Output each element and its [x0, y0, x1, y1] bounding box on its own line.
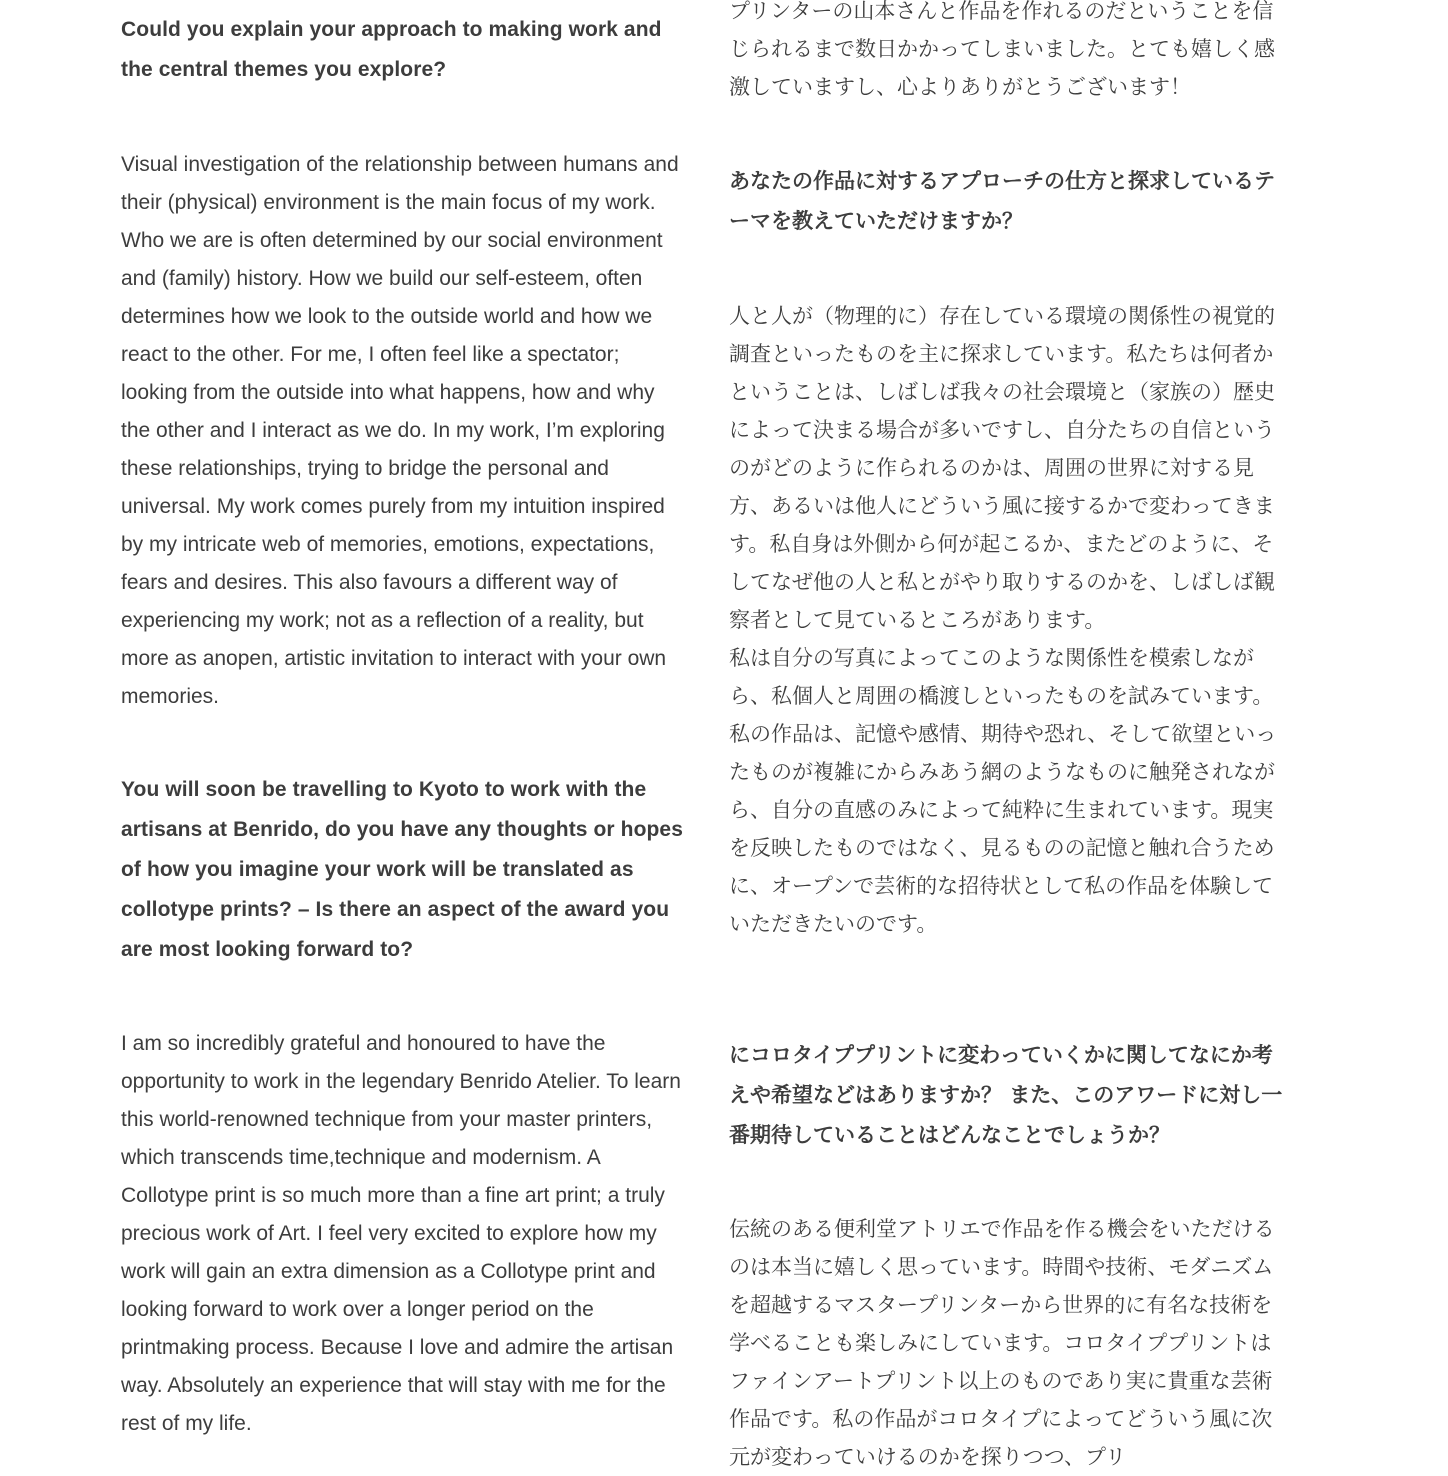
question-1-en: Could you explain your approach to making work and the central themes you explore? [121, 18, 662, 81]
question-2-en: You will soon be travelling to Kyoto to work with the artisans at Benrido, do you have any thoughts or hopes of how you imagine your work will be translated as collotype prints? – Is there an aspect of the award you are most looking forward to? [121, 778, 683, 961]
answer-2-ja: 伝統のある便利堂アトリエで作品を作る機会をいただけるのは本当に嬉しく思っています。時間や技術、モダニズムを超越するマスタープリンターから世界的に有名な技術を学べることも楽しみにしています。コロタイププリントはファインアートプリント以上のものであり実に貴重な芸術作品です。私の作品がコロタイプによってどういう風に次元が変わっていけるのかを探りつつ、プリ [729, 1217, 1275, 1469]
answer-1-en: Visual investigation of the relationship between humans and their (physical) environment is the main focus of my work. Who we are is often determined by our social environment and (family) history. How we build our self-esteem, often determines how we look to the outside world and how we react to the other. For me, I often feel like a spectator; looking from the outside into what happens, how and why the other and I interact as we do. In my work, I’m exploring these relationships, trying to bridge the personal and universal. My work comes purely from my intuition inspired by my intricate web of memories, emotions, expectations, fears and desires. This also favours a different way of experiencing my work; not as a reflection of a reality, but more as anopen, artistic invitation to interact with your own memories. [121, 153, 679, 708]
answer-1-ja [729, 297, 1289, 943]
answer-1-ja-paragraph-2: 私は自分の写真によってこのような関係性を模索しながら、私個人と周囲の橋渡しといったものを試みています。私の作品は、記憶や感情、期待や恐れ、そして欲望といったものが複雑にからみあう網のようなものに触発されながら、自分の直感のみによって純粋に生まれています。現実を反映したものではなく、見るものの記憶と触れ合うために、オープンで芸術的な招待状として私の作品を体験していただきたいのです。 [729, 646, 1277, 936]
question-1-ja: あなたの作品に対するアプローチの仕方と探求しているテーマを教えていただけますか？ [729, 169, 1275, 233]
answer-1-ja-paragraph-1: 人と人が（物理的に）存在している環境の関係性の視覚的調査といったものを主に探求しています。私たちは何者かということは、しばしば我々の社会環境と（家族の）歴史によって決まる場合が多いですし、自分たちの自信というのがどのように作られるのかは、周囲の世界に対する見方、あるいは他人にどういう風に接するかで変わってきます。私自身は外側から何が起こるか、またどのように、そしてなぜ他の人と私とがやり取りするのかを、しばしば観察者として見ているところがあります。 [729, 304, 1275, 632]
answer-0-ja: プリンターの山本さんと作品を作れるのだということを信じられるまで数日かかってしまいました。とても嬉しく感激していますし、心よりありがとうございます！ [729, 0, 1275, 99]
answer-2-en: I am so incredibly grateful and honoured to have the opportunity to work in the legendary Benrido Atelier. To learn this world-renowned technique from your master printers, which transcends time,technique and modernism. A Collotype print is so much more than a fine art print; a truly precious work of Art. I feel very excited to explore how my work will gain an extra dimension as a Collotype print and looking forward to work over a longer period on the printmaking process. Because I love and admire the artisan way. Absolutely an experience that will stay with me for the rest of my life. [121, 1032, 681, 1435]
question-2-ja: にコロタイププリントに変わっていくかに関してなにか考えや希望などはありますか？ また、このアワードに対し一番期待していることはどんなことでしょうか？ [729, 1043, 1283, 1147]
